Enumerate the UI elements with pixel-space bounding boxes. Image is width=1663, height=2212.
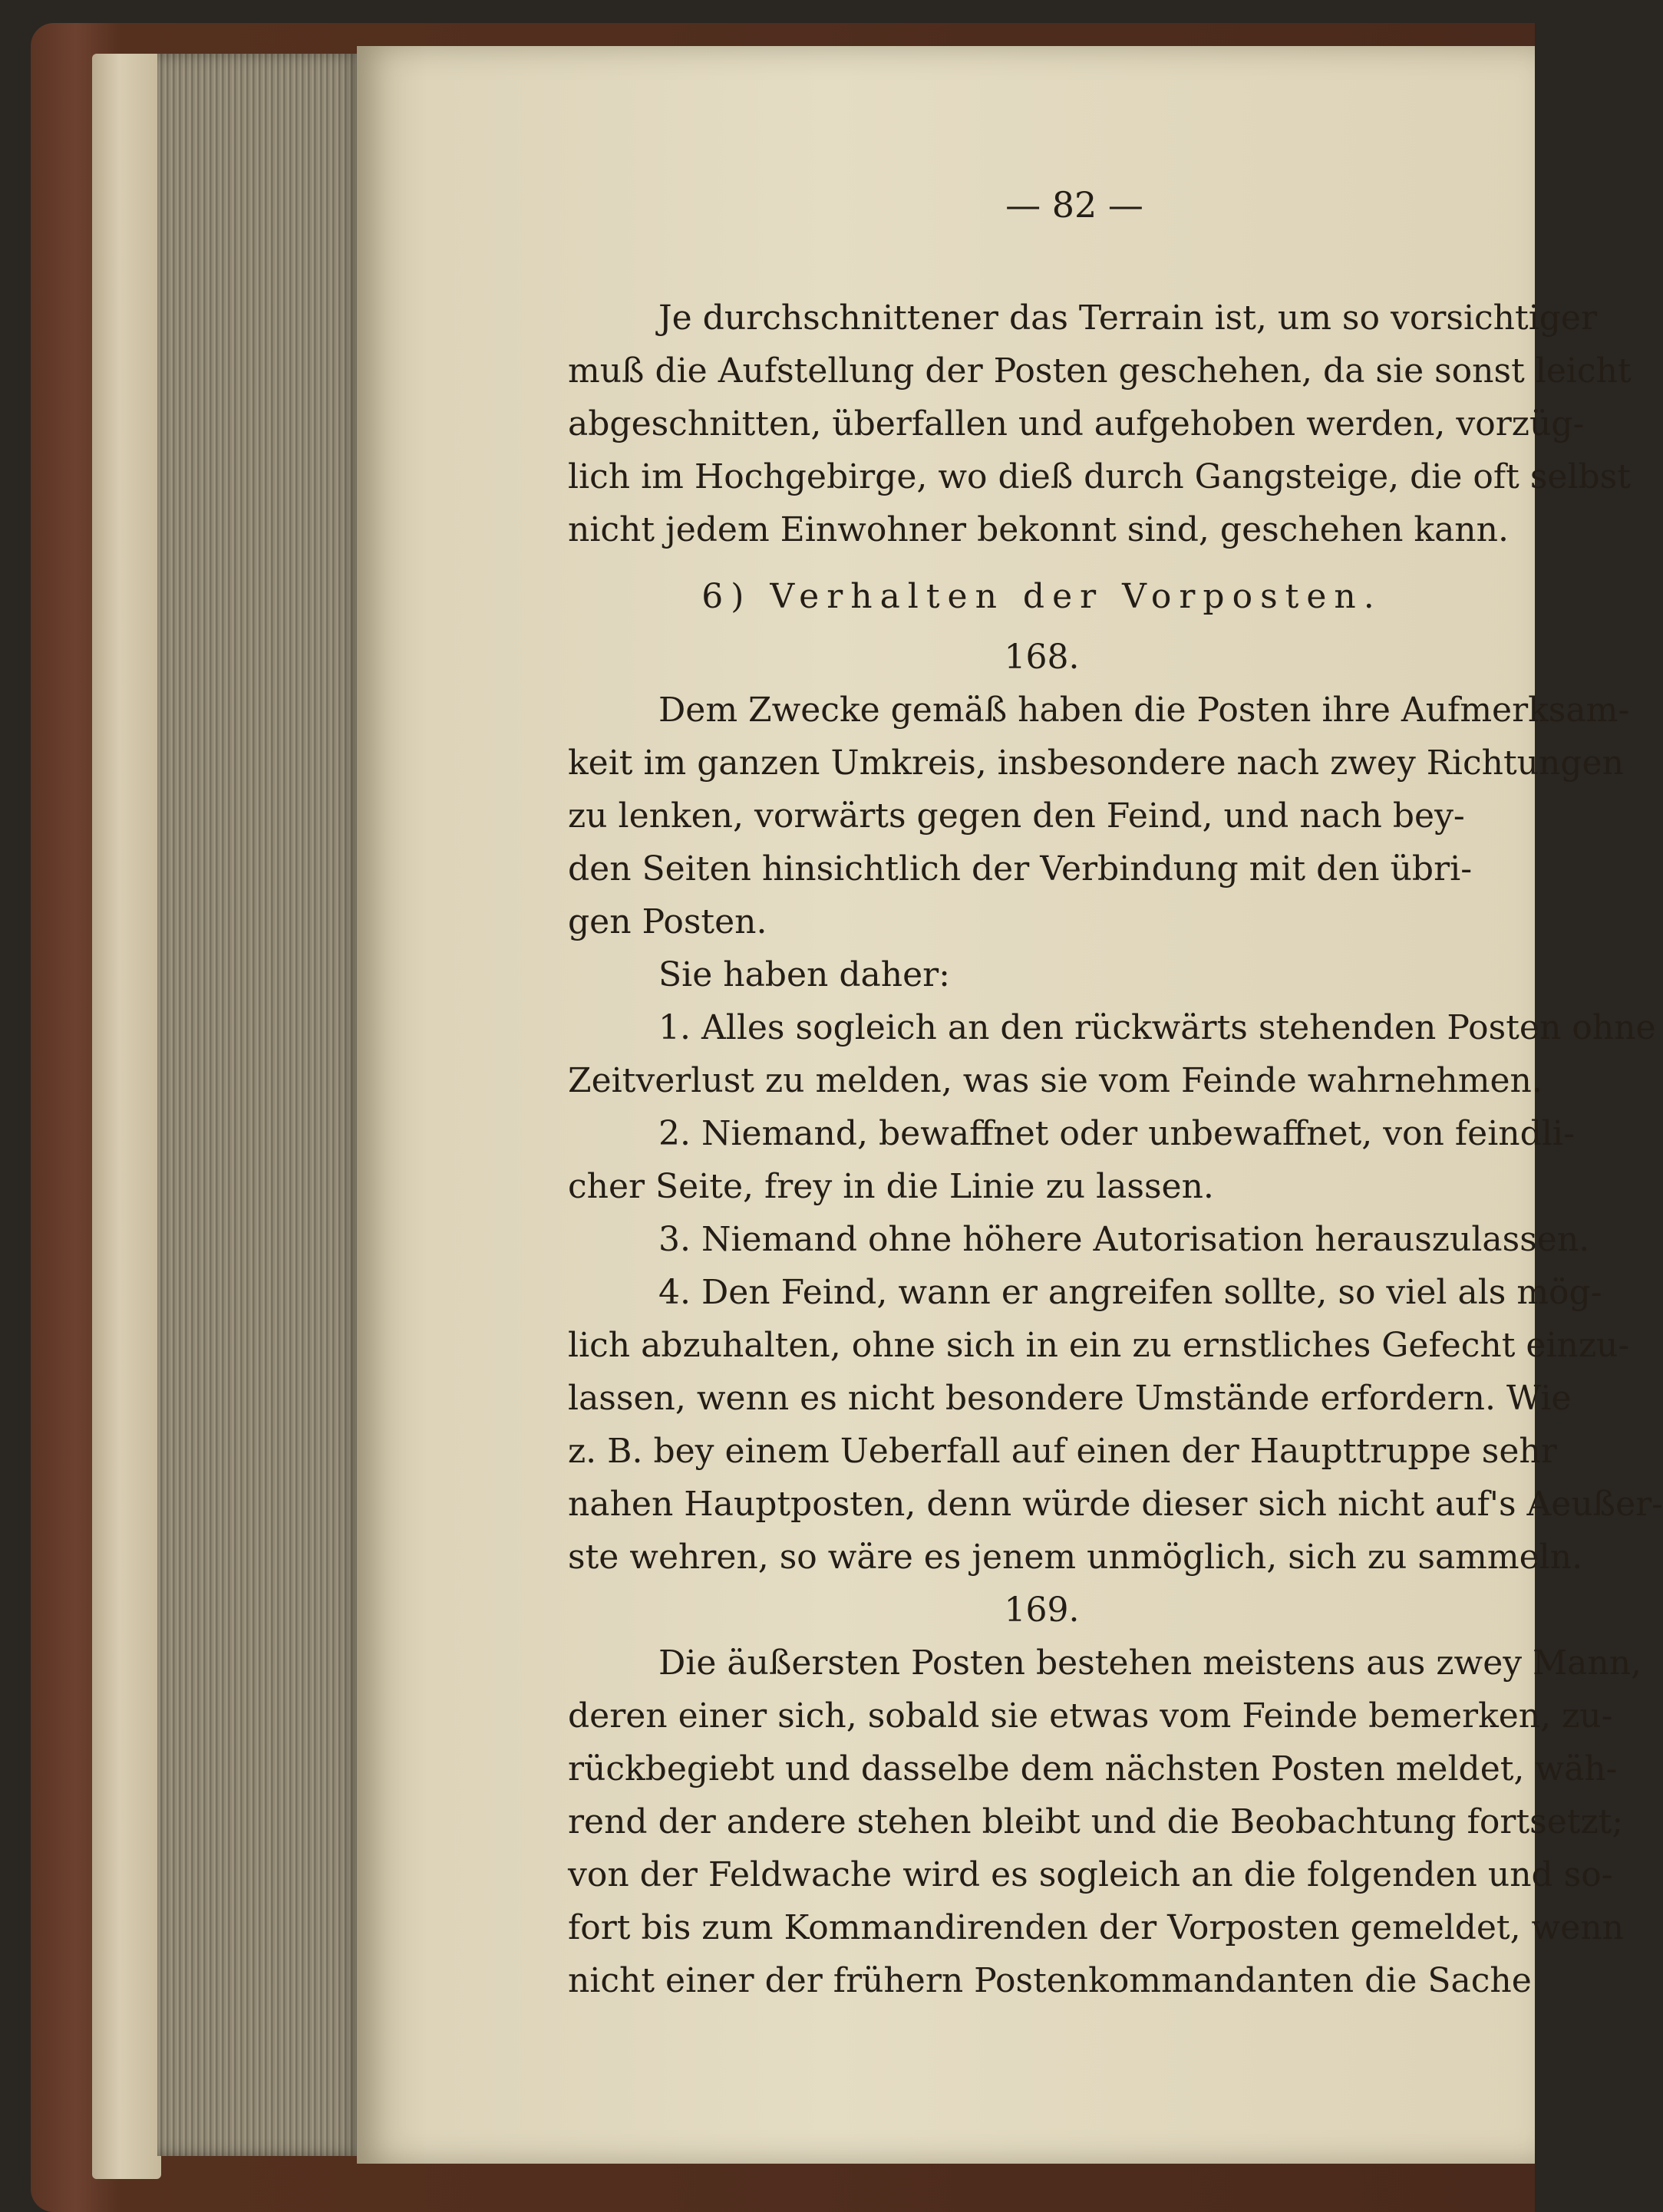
section-number: 168. bbox=[1004, 638, 1080, 677]
text-line: Die äußersten Posten bestehen meistens aus zwey Mann, bbox=[658, 1643, 1642, 1683]
text-line: muß die Aufstellung der Posten geschehen, da sie sonst leicht bbox=[568, 351, 1632, 391]
section-number: 169. bbox=[1004, 1591, 1080, 1630]
text-line: rückbegiebt und dasselbe dem nächsten Posten meldet, wäh- bbox=[568, 1749, 1618, 1788]
text-line: fort bis zum Kommandirenden der Vorposten gemeldet, wenn bbox=[568, 1908, 1624, 1947]
list-item-cont: Zeitverlust zu melden, was sie vom Feinde wahrnehmen. bbox=[568, 1061, 1543, 1100]
list-item-cont: ste wehren, so wäre es jenem unmöglich, sich zu sammeln. bbox=[568, 1538, 1583, 1577]
list-item-cont: z. B. bey einem Ueberfall auf einen der Haupttruppe sehr bbox=[568, 1432, 1557, 1471]
book-spine-edge bbox=[92, 54, 161, 2179]
list-item: 4. Den Feind, wann er angreifen sollte, so viel als mög- bbox=[658, 1273, 1602, 1312]
text-line: gen Posten. bbox=[568, 902, 767, 941]
list-item-cont: nahen Hauptposten, denn würde dieser sich nicht auf's Aeußer- bbox=[568, 1485, 1663, 1524]
text-line: zu lenken, vorwärts gegen den Feind, und nach bey- bbox=[568, 796, 1465, 836]
page-number: — 82 — bbox=[1005, 184, 1143, 226]
text-line: Je durchschnittener das Terrain ist, um so vorsichtiger bbox=[658, 298, 1597, 338]
text-line: lich im Hochgebirge, wo dieß durch Gangsteige, die oft selbst bbox=[568, 457, 1631, 496]
text-line: nicht einer der frühern Postenkommandanten die Sache bbox=[568, 1961, 1532, 2000]
list-item: 3. Niemand ohne höhere Autorisation herauszulassen. bbox=[658, 1220, 1590, 1259]
page-text bbox=[568, 292, 1663, 2007]
list-item-cont: lich abzuhalten, ohne sich in ein zu ernstliches Gefecht einzu- bbox=[568, 1326, 1630, 1365]
page-fore-edge bbox=[157, 54, 361, 2156]
text-line: deren einer sich, sobald sie etwas vom Feinde bemerken, zu- bbox=[568, 1696, 1613, 1736]
list-item-cont: cher Seite, frey in die Linie zu lassen. bbox=[568, 1167, 1214, 1206]
text-line: nicht jedem Einwohner bekonnt sind, geschehen kann. bbox=[568, 510, 1509, 549]
lead-in: Sie haben daher: bbox=[658, 955, 950, 994]
text-line: von der Feldwache wird es sogleich an die folgenden und so- bbox=[568, 1855, 1613, 1894]
text-line: den Seiten hinsichtlich der Verbindung mit den übri- bbox=[568, 849, 1473, 888]
text-line: Dem Zwecke gemäß haben die Posten ihre Aufmerksam- bbox=[658, 691, 1630, 730]
text-line: rend der andere stehen bleibt und die Beobachtung fortsetzt; bbox=[568, 1802, 1624, 1841]
list-item-cont: lassen, wenn es nicht besondere Umstände erfordern. Wie bbox=[568, 1379, 1572, 1418]
list-item: 1. Alles sogleich an den rückwärts stehenden Posten ohne bbox=[658, 1008, 1656, 1047]
list-item: 2. Niemand, bewaffnet oder unbewaffnet, von feindli- bbox=[658, 1114, 1575, 1153]
text-line: abgeschnitten, überfallen und aufgehoben werden, vorzüg- bbox=[568, 404, 1585, 443]
text-line: keit im ganzen Umkreis, insbesondere nach zwey Richtungen bbox=[568, 743, 1624, 783]
section-heading: 6) Verhalten der Vorposten. bbox=[701, 577, 1382, 616]
